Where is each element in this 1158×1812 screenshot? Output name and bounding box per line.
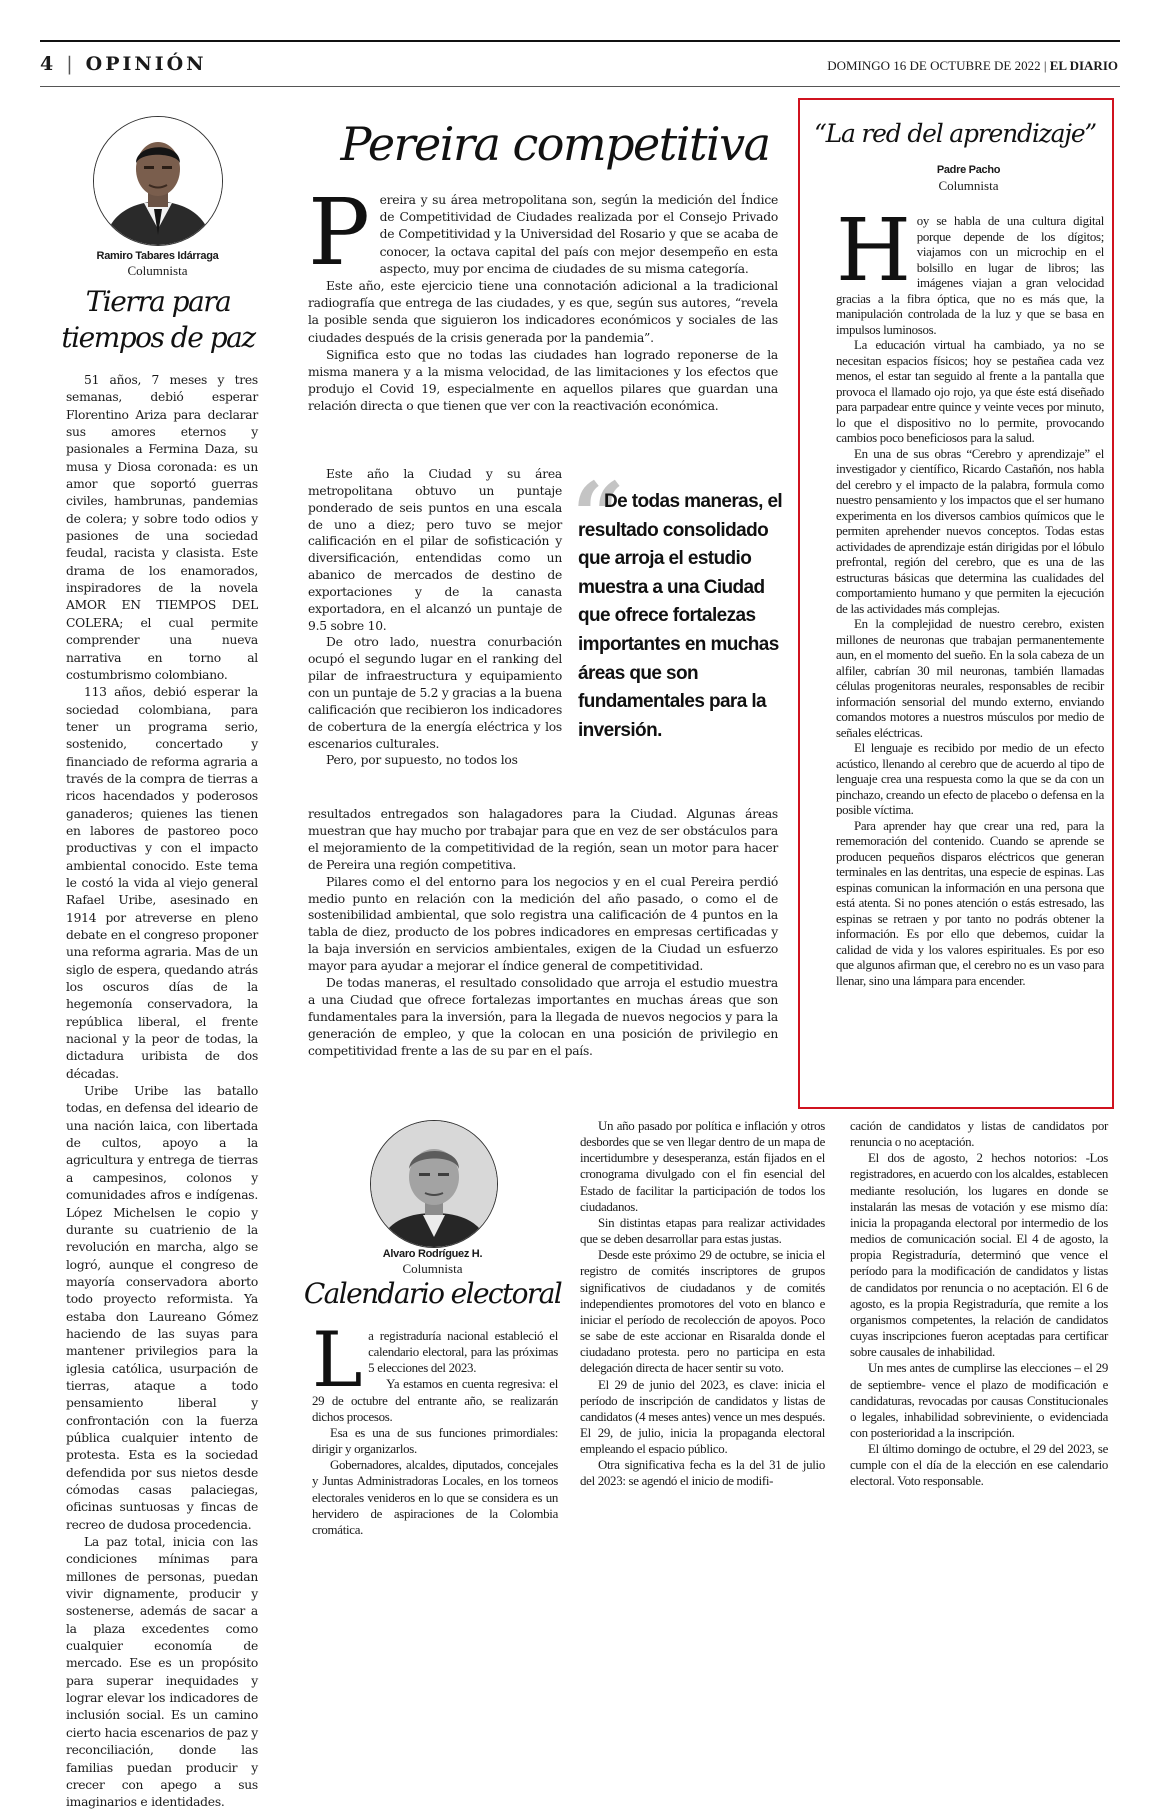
paragraph: Pero, por supuesto, no todos los [326, 753, 518, 768]
paragraph: De otro lado, nuestra conurbación ocupó el segundo lugar en el ranking del pilar de infraestructura y equipamiento con un puntaje de 5.2 y gracias a la buena calificación que recibieron los indicadores de cobertura de la energía eléctrica y los escenarios culturales. [308, 635, 562, 751]
author-role: Columnista [402, 1261, 463, 1276]
paragraph: cación de candidatos y listas de candidatos por renuncia o no aceptación. [850, 1119, 1108, 1150]
columnist-photo-alvaro [370, 1120, 498, 1248]
paragraph: El último domingo de octubre, el 29 del 2023, se cumple con el día de la elección en ese calendario electoral. Voto responsable. [850, 1442, 1108, 1489]
paragraph: Desde este próximo 29 de octubre, se inicia el registro de comités inscriptores de grupos significativos de ciudadanos y de comités independientes promotores del voto en blanco e iniciar el período de recolección de apoyos. Poco se sabe de este accionar en Risaralda donde el ciudadano protesta. pero no participa en esta delegación directa de hacer sentir su voto. [580, 1248, 825, 1376]
paragraph: De todas maneras, el resultado consolidado que arroja el estudio muestra a una Ciudad que ofrece fortalezas importantes en muchas áreas que son fundamentales para la inversión, para la llegada de nuevos negocios y para la generación de empleo, y que la colocan en una posición de privilegio en competitividad frente a las de su par en el país. [308, 976, 778, 1058]
header-bottom-rule [40, 86, 1120, 87]
paragraph: Este año, este ejercicio tiene una connotación adicional a la tradicional radiografía que entrega de las ciudades, y es que, según sus autores, “revela la posible senda que siguieron los indicadores económicos y sociales de las ciudades después de la crisis generada por la pandemia”. [308, 279, 778, 345]
column-title: “La red del aprendizaje” [813, 119, 1097, 148]
author-name: Alvaro Rodríguez H. [382, 1248, 483, 1260]
issue-date: DOMINGO 16 DE OCTUBRE DE 2022 [827, 58, 1041, 73]
column-title: Calendario electoral [303, 1277, 562, 1310]
column-body [580, 1118, 825, 1490]
drop-cap: L [312, 1315, 363, 1404]
column-intro: Hoy se habla de una cultura digital porque depende de los dígitos; viajamos con un microchip en el bolsillo en lugar de libros; las imágenes viajan a gran velocidad gracias a la fibra óptica, que no es más que, la manipulación controlada de la luz y que se basa en impulsos luminosos. [836, 201, 1104, 337]
column-intro: La registraduría nacional estableció el calendario electoral, para las próximas 5 elecciones del 2023. [312, 1315, 558, 1404]
drop-cap: P [308, 179, 370, 286]
quote-mark-icon: “ [572, 462, 625, 570]
column-title: Tierra para tiempos de paz [61, 285, 255, 354]
paragraph: 51 años, 7 meses y tres semanas, debió esperar Florentino Ariza para declarar sus amores eternos y pasionales a Fermina Daza, su musa y Diosa coronada: es un amor que soportó guerras civiles, hambrunas, pandemias de colera; y sobre todo odios y pasiones de una sociedad feudal, racista y clasista. Este drama de los enamorados, inspiradores de la novela AMOR EN TIEMPOS DEL COLERA; el cual permite comprender una nueva narrativa en torno al costumbrismo colombiano. [66, 373, 258, 682]
paragraph: Gobernadores, alcaldes, diputados, concejales y Juntas Administradoras Locales, en los torneos electorales venideros en lo que se considera es un hervidero de aspiraciones de la Colombia cromática. [312, 1458, 558, 1537]
author-role: Columnista [938, 178, 999, 193]
paragraph: El lenguaje es recibido por medio de un efecto acústico, llenando al cerebro que de acuerdo al tipo de lenguaje crea una respuesta como la que se da con un pinchazo, creando un efecto de placebo o defensa en la posible víctima. [836, 741, 1104, 817]
column-body [66, 372, 258, 1812]
editorial-top-text [308, 179, 778, 416]
paragraph: Esa es una de sus funciones primordiales: dirigir y organizarlos. [312, 1425, 558, 1457]
editorial-narrow-text [308, 466, 562, 769]
author-name: Ramiro Tabares Idárraga [96, 250, 219, 262]
editorial-title: Pereira competitiva [340, 117, 770, 171]
paragraph: Uribe Uribe las batallo todas, en defensa del ideario de una nación laica, con libertada de cultos, apoyo a la agricultura y entrega de tierras a campesinos, colonos y comunidades afros e indígenas. López Michelsen le copio y durante su cuatrienio de la revolución en marcha, algo se logró, aunque el congreso de mayoría conservadora aborto todo proyecto reformista. Ya estaba don Laureano Gómez haciendo de las suyas para mantener privilegios para la iglesia católica, usurpación de tierras, ataque a todo pensamiento liberal y confrontación con la fuerza pública cualquier intento de protesta. Esta es la sociedad defendida por sus nietos desde cómodas casas palaciegas, oficinas suntuosas y fincas de recreo de dudosa procedencia. [66, 1084, 258, 1532]
paragraph: Pilares como el del entorno para los negocios y en el cual Pereira perdió medio punto en relación con la medición del año pasado, o como el de sostenibilidad ambiental, que solo registra una calificación de 4 puntos en la tabla de diez, producto de los pobres indicadores en empresas certificadas y la baja inversión en servicios ambientales, exigen de la Ciudad un esfuerzo mayor para ayudar a mejorar el índice general de competitividad. [308, 874, 778, 974]
paragraph: Para aprender hay que crear una red, para la rememoración del contenido. Cuando se aprende se producen pequeños disparos eléctricos que generan terminales en las dentritas, una especie de espinas. Las espinas comunican la información en una persona que está atenta. Si no pones atención o estás estresado, las espinas se retraen y por tanto no podrás obtener la información. Es por ello que debemos, cuidar la calidad de vida y los valores espirituales. Es por eso que algunos afirman que, el cerebro no es un vaso para llenar, sino una lámpara para encender. [836, 818, 1104, 988]
paragraph: resultados entregados son halagadores para la Ciudad. Algunas áreas muestran que hay mucho por trabajar para que en vez de ser obstáculos para el mejoramiento de la competitividad de la región, sean un motor para hacer de Pereira una región competitiva. [308, 807, 778, 872]
section-name: OPINIÓN [85, 53, 207, 75]
author-role: Columnista [127, 263, 188, 278]
paragraph: Un año pasado por política e inflación y otros desbordes que se ven llegar dentro de un mapa de incertidumbre y desesperanza, están fijados en el cronograma divulgado con el fin esencial del Estado de facilitar la participación de todos los ciudadanos. [580, 1119, 825, 1214]
pull-quote: De todas maneras, el resultado consolidado que arroja el estudio muestra a una Ciudad que ofrece fortalezas importantes en muchas áreas que son fundamentales para la inversión. [578, 491, 783, 741]
paragraph: Significa esto que no todas las ciudades han logrado reponerse de la misma manera y a la misma velocidad, de las limitaciones y los efectos que produjo el Covid 19, especialmente en aquellos pilares que guardan una relación directa o que tienen que ver con la reactivación económica. [308, 347, 778, 414]
page-number: 4 [40, 53, 57, 75]
columnist-photo-ramiro [93, 116, 223, 246]
paragraph: El dos de agosto, 2 hechos notorios: -Los registradores, en acuerdo con los alcaldes, establecen mediante resolución, los lugares en donde se instalarán las mesas de votación y ese mismo día: inicia la propaganda electoral por intermedio de los medios de comunicación social. El 4 de agosto, la propia Registraduría, determinó que vence el período para la modificación de candidatos y listas de candidatos por renuncia o no aceptación. El 6 de agosto, es la propia Registraduría, que remite a los organismos competentes, la relación de candidatos cuyas inscripciones fueron aceptadas para certificar sobre causales de inhabilidad. [850, 1151, 1108, 1360]
drop-cap: H [836, 201, 911, 301]
header-top-rule [40, 40, 1120, 42]
column-body [850, 1118, 1108, 1490]
section-label: 4 | OPINIÓN [40, 53, 207, 75]
paragraph: Sin distintas etapas para realizar actividades que se deben desarrollar para estas justas. [580, 1215, 825, 1247]
paragraph: Otra significativa fecha es la del 31 de julio del 2023: se agendó el inicio de modifi- [580, 1458, 825, 1489]
column-body [312, 1315, 558, 1538]
header-date-line: DOMINGO 16 DE OCTUBRE DE 2022 | EL DIARIO [827, 58, 1118, 73]
paragraph: En una de sus obras “Cerebro y aprendizaje” el investigador y científico, Ricardo Castañón, nos habla del cerebro y el impacto de la palabra, formula como nuestro pensamiento y los impactos que el ser humano experimenta en los diversos cambios químicos que le permiten aprehender nuevos conceptos. Todas estas actividades de aprendizaje están dirigidas por el lóbulo prefrontal, región del cerebro, que es una de las estructuras básicas que determina las cualidades del comportamiento humano y que permiten la ejecución de las actividades más complejas. [836, 446, 1104, 616]
paragraph: Este año la Ciudad y su área metropolitana obtuvo un puntaje ponderado de seis puntos en una escala de uno a diez; pero tuvo se mejor calificación en el pilar de sofisticación y diversificación, entendidas como un abanico de mercados de destino de exportaciones y de la canasta exportadora, en el alcanzó un puntaje de 9.5 sobre 10. [308, 467, 562, 633]
paragraph: El 29 de junio del 2023, es clave: inicia el período de inscripción de candidatos y listas de candidatos (4 meses antes) vence un mes después. El 29, de julio, inicia la propaganda electoral empleando el espacio público. [580, 1377, 825, 1457]
editorial-bottom-text [308, 806, 778, 1060]
paragraph: Ya estamos en cuenta regresiva: el 29 de octubre del entrante año, se realizarán dichos procesos. [312, 1377, 558, 1424]
author-name: Padre Pacho [936, 164, 1001, 176]
editorial-intro: Pereira y su área metropolitana son, según la medición del Índice de Competitividad de Ciudades realizada por el Consejo Privado de Competitividad y la Universidad del Rosario y que se acaba de conocer, la octava capital del país con mejor desempeño en esta aspecto, muy por encima de ciudades de su misma categoría. [308, 179, 778, 286]
paragraph: La paz total, inicia con las condiciones mínimas para millones de personas, puedan vivir dignamente, producir y sostenerse, además de sacar a la plaza excedentes como cualquier economía de mercado. Ese es un propósito para superar inequidades y lograr elevar los indicadores de inclusión social. Es un camino cierto hacia escenarios de paz y reconciliación, donde las familias puedan producir y crecer con apego a sus imaginarios e identidades. [66, 1535, 258, 1810]
paragraph: La educación virtual ha cambiado, ya no se necesitan espacios físicos; hoy se pestañea cada vez menos, el estar tan seguido al frente a la pantalla que provoca el llamado ojo rojo, ya que éste está diseñado para parpadear entre quince y veinte veces por minuto, lo que el dispositivo no lo permite, provocando cambios poco beneficiosos para la salud. [836, 338, 1104, 445]
paper-name: EL DIARIO [1049, 58, 1118, 73]
paragraph: Un mes antes de cumplirse las elecciones – el 29 de septiembre- vence el plazo de modificación e candidaturas, revocadas por causas Constitucionales o legales, inhabilidad sobreviniente, o evidenciada con posterioridad a la inscripción. [850, 1361, 1108, 1440]
paragraph: En la complejidad de nuestro cerebro, existen millones de neuronas que trabajan permanentemente aun, en el momento del sueño. En la sola cabeza de un alfiler, cabrían 30 mil neuronas, también llamadas células progenitoras neurales, responsables de recibir información sensorial del mundo externo, enviando comandos motores a nuestros músculos por medio de señales eléctricas. [836, 617, 1104, 740]
paragraph: 113 años, debió esperar la sociedad colombiana, para tener un programa serio, sostenido, concertado y financiado de reforma agraria a través de la compra de tierras a ricos hacendados y poderosos ganaderos; quienes las tienen en labores de pastoreo poco productivas y con el impacto ambiental conocido. Este tema le costó la vida al viejo general Rafael Uribe, asesinado en 1914 por atreverse en pleno debate en el congreso proponer una reforma agraria. Mas de un siglo de espera, quedando atrás los oscuros días de la hegemonía conservadora, la república liberal, el frente nacional y la peor de todas, la dictadura uribista de dos décadas. [66, 685, 258, 1081]
column-body [836, 201, 1104, 989]
